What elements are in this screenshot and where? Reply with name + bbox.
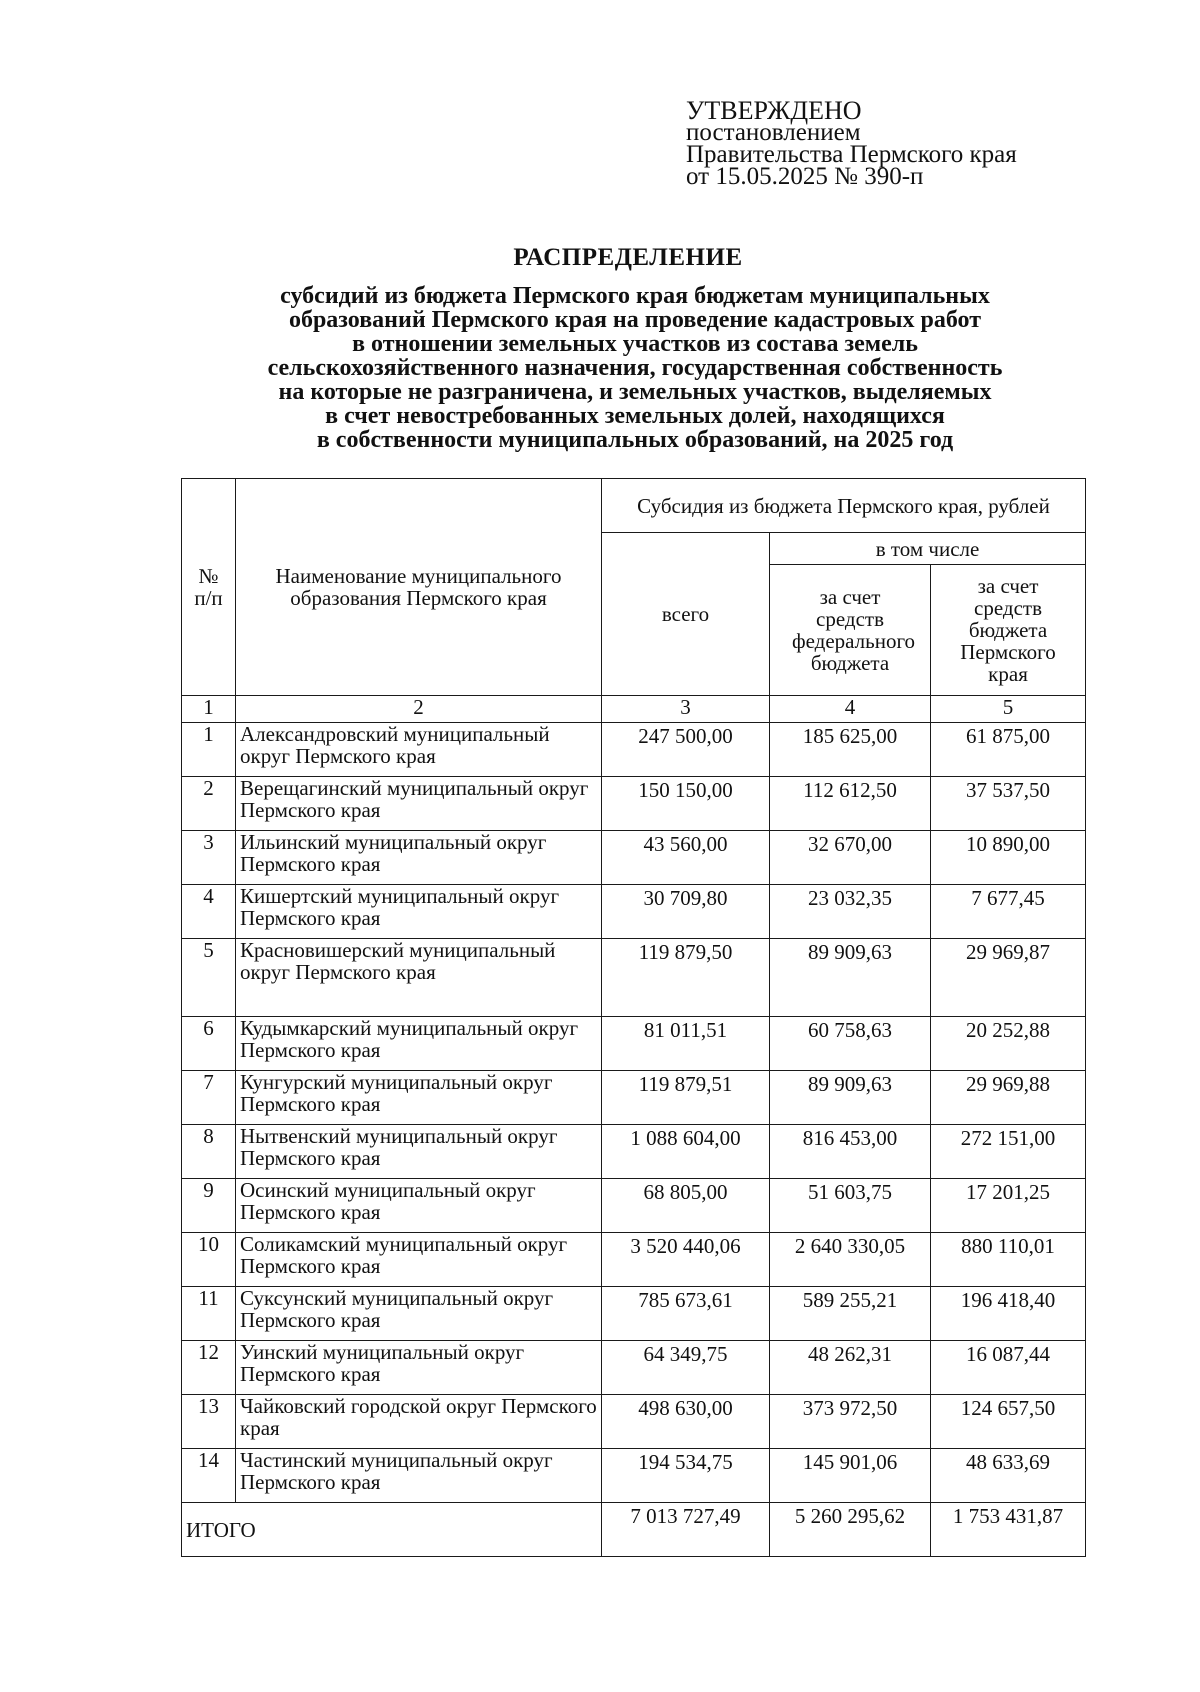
- amount-federal: 23 032,35: [770, 885, 931, 939]
- amount-federal: 373 972,50: [770, 1395, 931, 1449]
- grand-total-regional: 1 753 431,87: [931, 1503, 1086, 1557]
- document-title: РАСПРЕДЕЛЕНИЕ: [513, 244, 743, 271]
- municipality-name: Кунгурский муниципальный округ Пермского края: [236, 1071, 602, 1125]
- row-number: 1: [182, 723, 236, 777]
- amount-regional: 10 890,00: [931, 831, 1086, 885]
- approval-line: постановлением: [686, 119, 861, 146]
- table-row: [182, 723, 1086, 777]
- header-total: всего: [602, 533, 770, 696]
- amount-total: 3 520 440,06: [602, 1233, 770, 1287]
- amount-total: 30 709,80: [602, 885, 770, 939]
- subtitle-line: сельскохозяйственного назначения, государственная собственность: [267, 355, 1003, 381]
- subtitle-line: образований Пермского края на проведение кадастровых работ: [288, 307, 982, 333]
- amount-federal: 89 909,63: [770, 1071, 931, 1125]
- amount-federal: 60 758,63: [770, 1017, 931, 1071]
- row-number: 6: [182, 1017, 236, 1071]
- table-row: [182, 1449, 1086, 1503]
- row-number: 12: [182, 1341, 236, 1395]
- amount-regional: 7 677,45: [931, 885, 1086, 939]
- municipality-name: Частинский муниципальный округ Пермского края: [236, 1449, 602, 1503]
- document-subtitle: [180, 284, 1090, 452]
- municipality-name: Красновишерский муниципальный округ Пермского края: [236, 939, 602, 1017]
- subtitle-line: на которые не разграничена, и земельных участков, выделяемых: [278, 379, 992, 405]
- approval-heading: УТВЕРЖДЕНО: [686, 96, 862, 125]
- amount-regional: 124 657,50: [931, 1395, 1086, 1449]
- subtitle-line: в отношении земельных участков из состава земель: [352, 331, 918, 357]
- amount-federal: 145 901,06: [770, 1449, 931, 1503]
- amount-regional: 17 201,25: [931, 1179, 1086, 1233]
- column-number: 1: [182, 696, 236, 723]
- row-number: 7: [182, 1071, 236, 1125]
- approval-stamp: [686, 96, 1017, 190]
- municipality-name: Чайковский городской округ Пермского края: [236, 1395, 602, 1449]
- amount-regional: 48 633,69: [931, 1449, 1086, 1503]
- grand-total-total: 7 013 727,49: [602, 1503, 770, 1557]
- municipality-name: Суксунский муниципальный округ Пермского края: [236, 1287, 602, 1341]
- municipality-name: Верещагинский муниципальный округ Пермского края: [236, 777, 602, 831]
- amount-regional: 272 151,00: [931, 1125, 1086, 1179]
- subtitle-line: субсидий из бюджета Пермского края бюджетам муниципальных: [280, 283, 990, 309]
- approval-date-line: от 15.05.2025 № 390-п: [686, 163, 924, 190]
- row-number: 9: [182, 1179, 236, 1233]
- amount-total: 119 879,51: [602, 1071, 770, 1125]
- amount-federal: 51 603,75: [770, 1179, 931, 1233]
- amount-total: 64 349,75: [602, 1341, 770, 1395]
- municipality-name: Александровский муниципальный округ Пермского края: [236, 723, 602, 777]
- row-number: 3: [182, 831, 236, 885]
- amount-total: 194 534,75: [602, 1449, 770, 1503]
- header-subsidy: Субсидия из бюджета Пермского края, рублей: [602, 479, 1086, 533]
- row-number: 11: [182, 1287, 236, 1341]
- grand-total-federal: 5 260 295,62: [770, 1503, 931, 1557]
- row-number: 4: [182, 885, 236, 939]
- header-row-number: № п/п: [182, 479, 236, 696]
- amount-regional: 880 110,01: [931, 1233, 1086, 1287]
- municipality-name: Ильинский муниципальный округ Пермского края: [236, 831, 602, 885]
- amount-federal: 89 909,63: [770, 939, 931, 1017]
- table-row: [182, 831, 1086, 885]
- header-regional-budget: за счет средств бюджета Пермского края: [931, 565, 1086, 696]
- amount-federal: 2 640 330,05: [770, 1233, 931, 1287]
- amount-federal: 32 670,00: [770, 831, 931, 885]
- total-label: ИТОГО: [182, 1503, 602, 1557]
- amount-total: 81 011,51: [602, 1017, 770, 1071]
- approval-line: Правительства Пермского края: [686, 141, 1017, 168]
- row-number: 5: [182, 939, 236, 1017]
- amount-total: 119 879,50: [602, 939, 770, 1017]
- column-number: 3: [602, 696, 770, 723]
- table-row: [182, 1125, 1086, 1179]
- amount-total: 43 560,00: [602, 831, 770, 885]
- header-federal-budget: за счет средств федерального бюджета: [770, 565, 931, 696]
- amount-federal: 48 262,31: [770, 1341, 931, 1395]
- amount-regional: 37 537,50: [931, 777, 1086, 831]
- amount-total: 1 088 604,00: [602, 1125, 770, 1179]
- amount-total: 785 673,61: [602, 1287, 770, 1341]
- municipality-name: Нытвенский муниципальный округ Пермского края: [236, 1125, 602, 1179]
- table-row: [182, 1341, 1086, 1395]
- amount-total: 150 150,00: [602, 777, 770, 831]
- row-number: 14: [182, 1449, 236, 1503]
- column-number: 2: [236, 696, 602, 723]
- amount-regional: 61 875,00: [931, 723, 1086, 777]
- subsidy-table: [181, 478, 1086, 1557]
- header-including: в том числе: [770, 533, 1086, 565]
- municipality-name: Соликамский муниципальный округ Пермского края: [236, 1233, 602, 1287]
- amount-federal: 589 255,21: [770, 1287, 931, 1341]
- row-number: 8: [182, 1125, 236, 1179]
- amount-total: 68 805,00: [602, 1179, 770, 1233]
- table-row: [182, 1233, 1086, 1287]
- amount-federal: 185 625,00: [770, 723, 931, 777]
- column-number: 5: [931, 696, 1086, 723]
- table-row: [182, 1179, 1086, 1233]
- amount-federal: 112 612,50: [770, 777, 931, 831]
- amount-federal: 816 453,00: [770, 1125, 931, 1179]
- amount-regional: 20 252,88: [931, 1017, 1086, 1071]
- row-number: 10: [182, 1233, 236, 1287]
- total-row: [182, 1503, 1086, 1557]
- amount-regional: 29 969,87: [931, 939, 1086, 1017]
- subtitle-line: в счет невостребованных земельных долей, находящихся: [325, 403, 945, 429]
- subtitle-line: в собственности муниципальных образований, на 2025 год: [316, 427, 954, 453]
- amount-regional: 16 087,44: [931, 1341, 1086, 1395]
- municipality-name: Уинский муниципальный округ Пермского края: [236, 1341, 602, 1395]
- amount-regional: 29 969,88: [931, 1071, 1086, 1125]
- column-numbers-row: [182, 696, 1086, 723]
- row-number: 2: [182, 777, 236, 831]
- table-row: [182, 1071, 1086, 1125]
- table-row: [182, 1287, 1086, 1341]
- table-row: [182, 1395, 1086, 1449]
- table-row: [182, 939, 1086, 1017]
- municipality-name: Осинский муниципальный округ Пермского края: [236, 1179, 602, 1233]
- amount-total: 247 500,00: [602, 723, 770, 777]
- table-row: [182, 1017, 1086, 1071]
- table-row: [182, 885, 1086, 939]
- column-number: 4: [770, 696, 931, 723]
- municipality-name: Кишертский муниципальный округ Пермского края: [236, 885, 602, 939]
- table-row: [182, 777, 1086, 831]
- amount-total: 498 630,00: [602, 1395, 770, 1449]
- row-number: 13: [182, 1395, 236, 1449]
- municipality-name: Кудымкарский муниципальный округ Пермского края: [236, 1017, 602, 1071]
- header-municipality-name: Наименование муниципального образования Пермского края: [236, 479, 602, 696]
- amount-regional: 196 418,40: [931, 1287, 1086, 1341]
